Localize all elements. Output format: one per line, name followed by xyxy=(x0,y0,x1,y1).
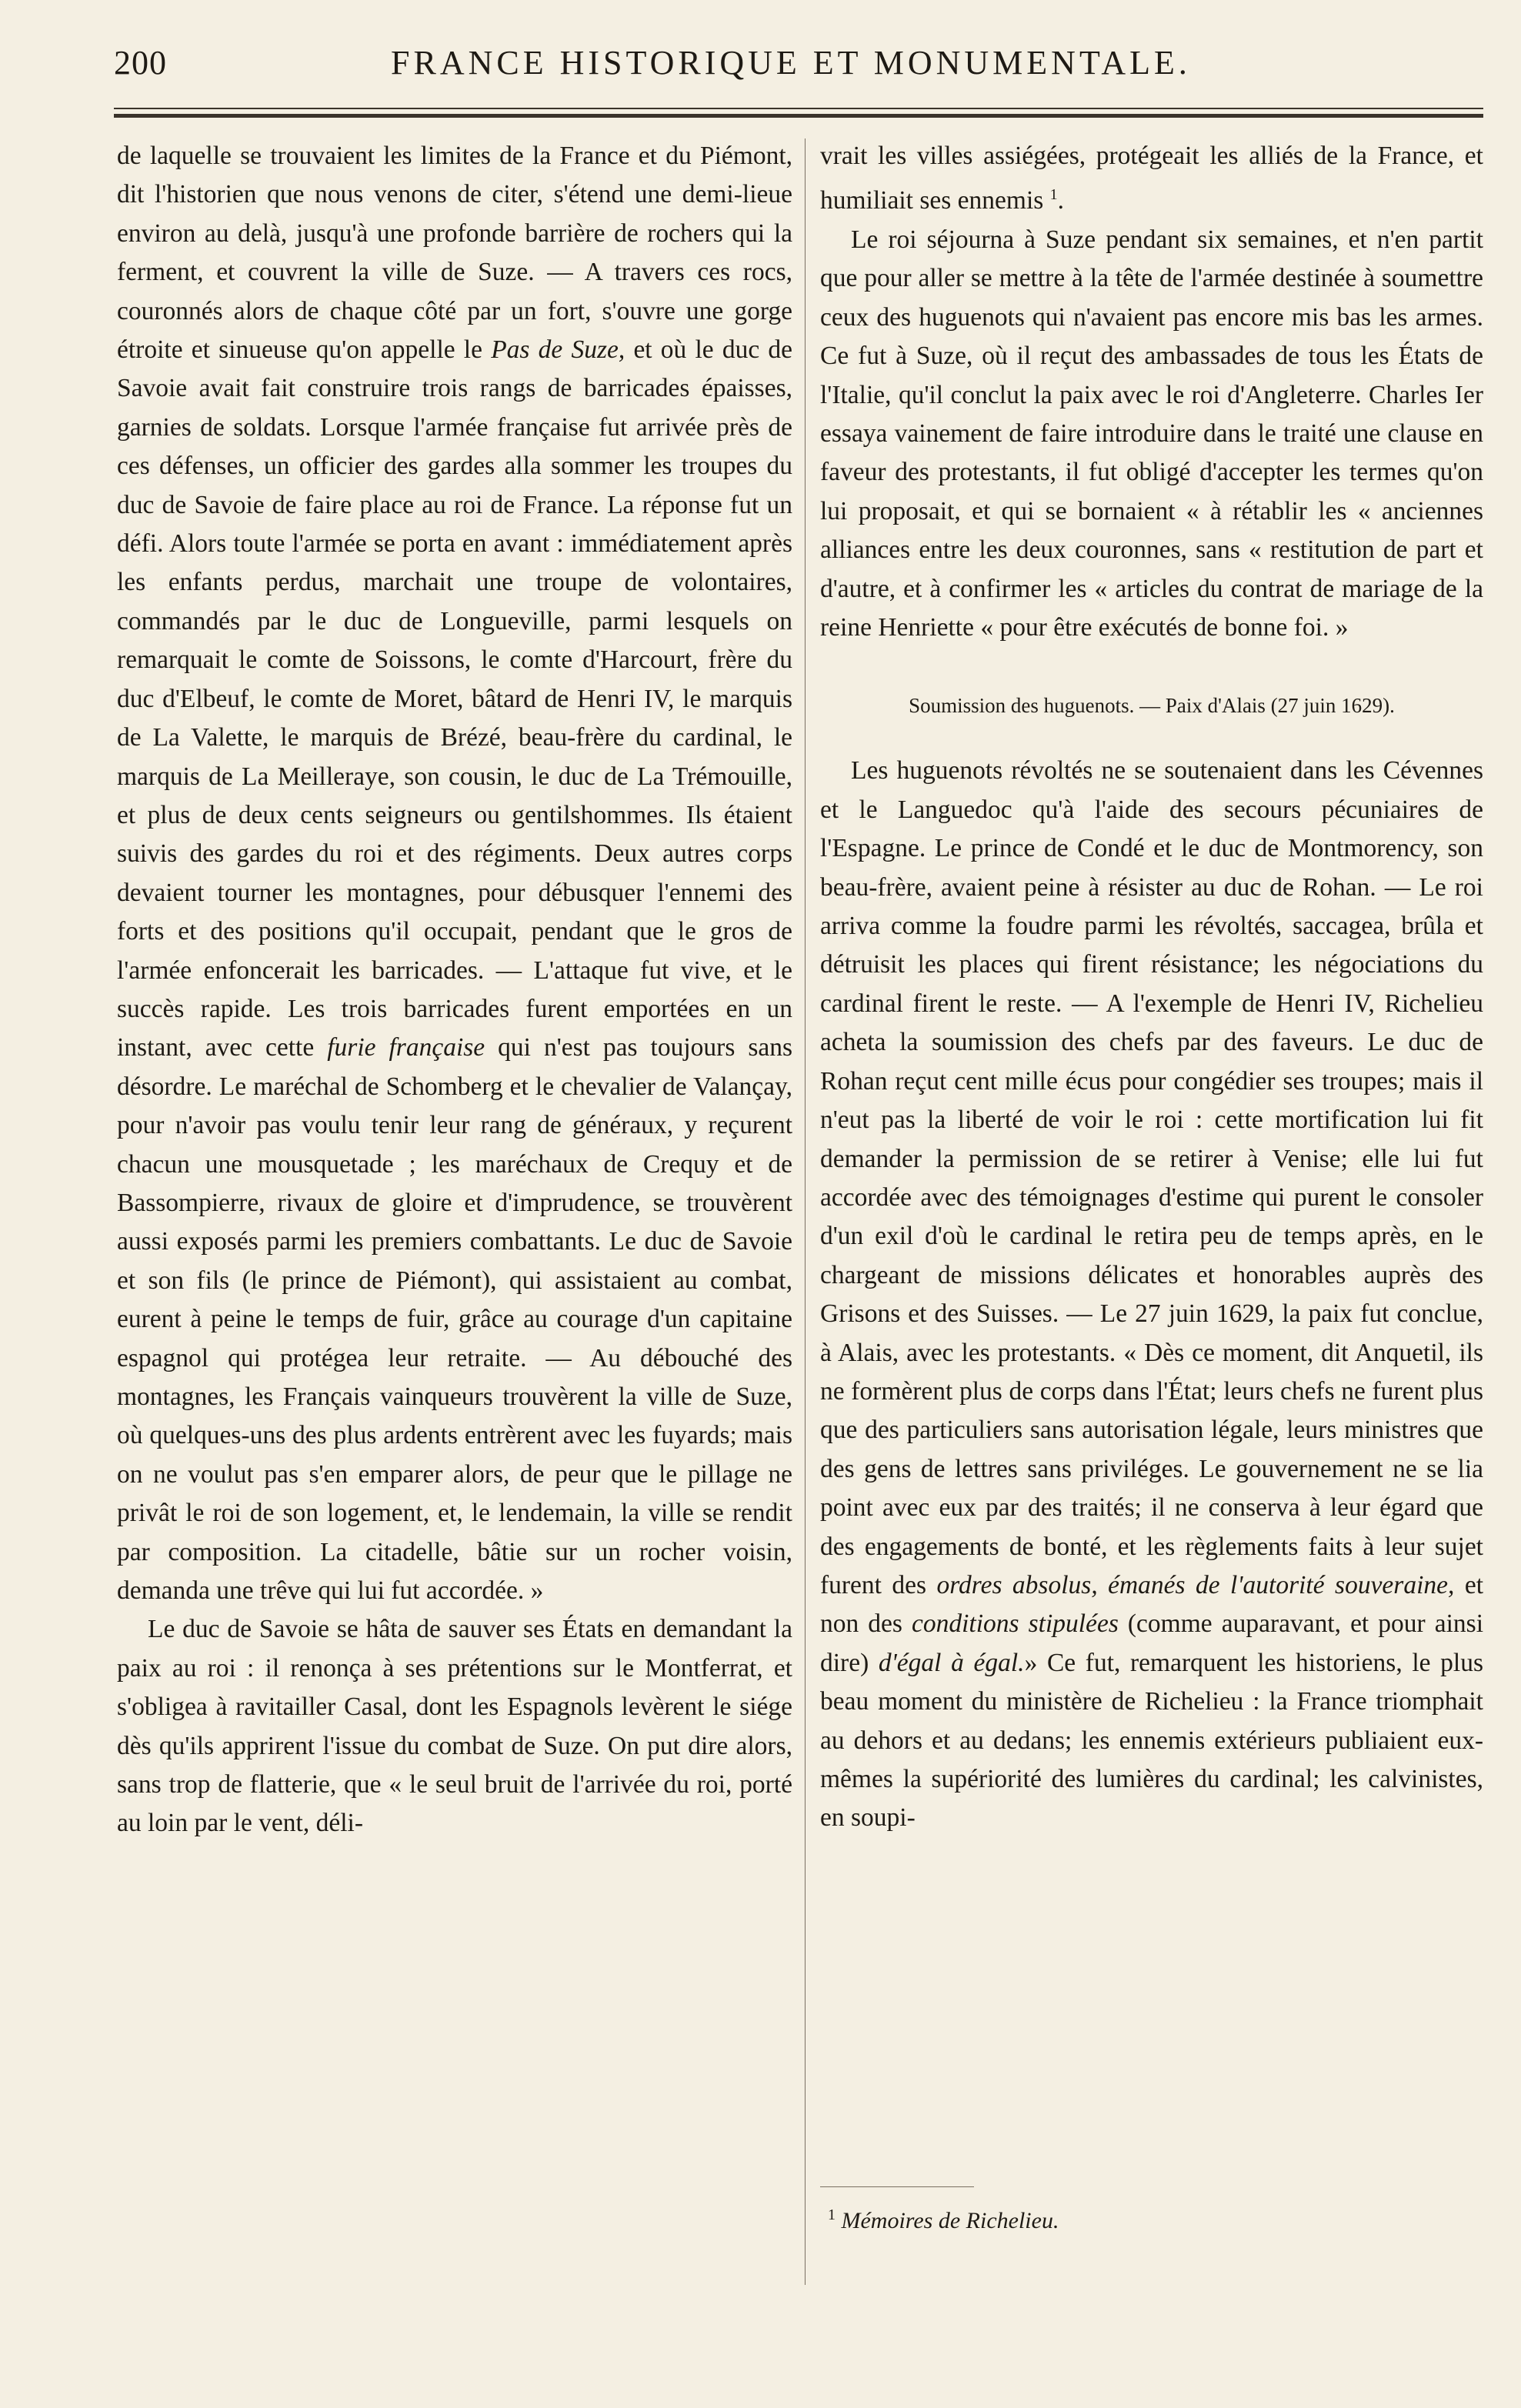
text-run: de laquelle se trouvaient les limites de la France et du Piémont, dit l'historien que nous venons de citer, s'étend une demi-lieue environ au delà, jusqu'à une profonde barrière de rochers qui la ferment, et couvrent la ville de Suze. — A travers ces rocs, couronnés alors de chaque côté par un fort, s'ouvre une gorge étroite et sinueuse qu'on appelle le xyxy=(117,142,792,365)
running-header xyxy=(114,43,1483,97)
paragraph xyxy=(117,1610,792,1843)
paragraph xyxy=(117,137,792,1610)
emphasis-text: Pas de Suze, xyxy=(491,335,625,365)
footnote-rule xyxy=(820,2186,974,2187)
text-run: (comme auparavant, et pour ainsi dire) xyxy=(820,1609,1484,1677)
text-run: et où le duc de Savoie avait fait construire trois rangs de barricades épaisses, garnies de soldats. Lorsque l'armée française fut arrivée près de ces défenses, un officier des gardes alla sommer les troupes du duc de Savoie de faire place au roi de France. La réponse fut un défi. Alors toute l'armée se porta en avant : immédiatement après les enfants perdus, marchait une troupe de volontaires, commandés par le duc de Longueville, parmi lesquels on remarquait le comte de Soissons, le comte d'Harcourt, frère du duc d'Elbeuf, le comte de Moret, bâtard de Henri IV, le marquis de La Valette, le marquis de Brézé, beau-frère du cardinal, le marquis de La Meilleraye, son cousin, le duc de La Trémouille, et plus de deux cents seigneurs ou gentilshommes. Ils étaient suivis des gardes du roi et des régiments. Deux autres corps devaient tourner les montagnes, pour débusquer l'ennemi des forts et des positions qu'il occupait, pendant que le gros de l'armée enfoncerait les barricades. — L'attaque fut vive, et le succès rapide. Les trois barricades furent emportées en un instant, avec cette xyxy=(117,335,793,1062)
emphasis-text: ordres absolus, émanés de l'autorité souveraine, xyxy=(936,1570,1455,1599)
footnote xyxy=(828,2206,1059,2234)
text-run: Les huguenots révoltés ne se soutenaient dans les Cévennes et le Languedoc qu'à l'aide des secours pécuniaires de l'Espagne. Le prince de Condé et le duc de Montmorency, son beau-frère, avaient peine à résister au duc de Rohan. — Le roi arriva comme la foudre parmi les révoltés, saccagea, brûla et détruisit les places qui firent résistance; les négociations du cardinal firent le reste. — A l'exemple de Henri IV, Richelieu acheta la soumission des chefs par des faveurs. Le duc de Rohan reçut cent mille écus pour congédier ses troupes; mais il n'eut pas la liberté de voir le roi : cette mortification lui fit demander la permission de se retirer à Venise; elle lui fut accordée avec des témoignages d'estime qui purent le consoler d'un exil d'où le cardinal le retira peu de temps après, en le chargeant de missions délicates et honorables auprès des Grisons et des Suisses. — Le 27 juin 1629, la paix fut conclue, à Alais, avec les protestants. « Dès ce moment, dit Anquetil, ils ne formèrent plus de corps dans l'État; leurs chefs ne furent plus que des particuliers sans autorisation légale, leurs ministres que des gens de lettres sans priviléges. Le gouvernement ne se lia point avec eux par des traités; il ne conserva à leur égard que des engagements de bonté, et les règlements faits à leur sujet furent des xyxy=(820,756,1483,1599)
emphasis-text: furie française xyxy=(327,1033,485,1062)
text-run: Le roi séjourna à Suze pendant six semaines, et n'en partit que pour aller se mettre à la tête de l'armée destinée à soumettre ceux des huguenots qui n'avaient pas encore mis bas les armes. Ce fut à Suze, où il reçut des ambassades de tous les États de l'Italie, qu'il conclut la paix avec le roi d'Angleterre. Charles Ier essaya vainement de faire introduire dans le traité une clause en faveur des protestants, il fut obligé d'accepter les termes qu'on lui proposait, et qui se bornaient « à rétablir les « anciennes alliances entre les deux couronnes, sans « restitution de part et d'autre, et à confirmer les « articles du contrat de mariage de la reine Henriette « pour être exécutés de bonne foi. » xyxy=(820,225,1483,642)
footnote-ref: 1 xyxy=(1049,186,1058,204)
emphasis-text: d'égal à égal. xyxy=(878,1648,1025,1677)
footnote-number: 1 xyxy=(828,2206,836,2223)
column-divider xyxy=(805,138,806,2285)
paragraph: vrait les villes assiégées, protégeait les alliés de la France, et humiliait ses ennemis $^1$. xyxy=(820,142,1483,215)
text-run: » Ce fut, remarquent les historiens, le plus beau moment du ministère de Richelieu : la France triomphait au dehors et au dedans; les ennemis extérieurs publiaient eux-mêmes la supériorité des lumières du cardinal; les calvinistes, en soupi- xyxy=(820,1648,1483,1833)
text-run: et non des xyxy=(820,1570,1484,1639)
header-rule-thin xyxy=(114,108,1483,109)
header-rule-thick xyxy=(114,114,1483,118)
page-number: 200 xyxy=(114,44,167,82)
running-title: FRANCE HISTORIQUE ET MONUMENTALE. xyxy=(391,44,1191,82)
text-run: vrait les villes assiégées, protégeait les alliés de la France, et humiliait ses ennemis xyxy=(820,142,1483,215)
emphasis-text: conditions stipulées xyxy=(912,1609,1119,1639)
paragraph xyxy=(820,221,1483,647)
left-column xyxy=(117,137,792,1843)
paragraph xyxy=(820,752,1483,1837)
text-run: qui n'est pas toujours sans désordre. Le maréchal de Schomberg et le chevalier de Valançay, pour n'avoir pas voulu tenir leur rang de généraux, y reçurent chacun une mousquetade ; les maréchaux de Crequy et de Bassompierre, rivaux de gloire et d'imprudence, se trouvèrent aussi exposés parmi les premiers combattants. Le duc de Savoie et son fils (le prince de Piémont), qui assistaient au combat, eurent à peine le temps de fuir, grâce au courage d'un capitaine espagnol qui protégea leur retraite. — Au débouché des montagnes, les Français vainqueurs trouvèrent la ville de Suze, où quelques-uns des plus ardents entrèrent avec les fuyards; mais on ne voulut pas s'en emparer alors, de peur que le pillage ne privât le roi de son logement, et, le lendemain, la ville se rendit par composition. La citadelle, bâtie sur un rocher voisin, demanda une trêve qui lui fut accordée. » xyxy=(117,1033,793,1606)
footnote-text: Mémoires de Richelieu. xyxy=(841,2208,1059,2233)
right-column xyxy=(820,137,1483,1838)
section-heading: Soumission des huguenots. — Paix d'Alais (27 juin 1629). xyxy=(909,694,1395,718)
text-run: Le duc de Savoie se hâta de sauver ses États en demandant la paix au roi : il renonça à ses prétentions sur le Montferrat, et s'obligea à ravitailler Casal, dont les Espagnols levèrent le siége dès qu'ils apprirent l'issue du combat de Suze. On put dire alors, sans trop de flatterie, que « le seul bruit de l'arrivée du roi, porté au loin par le vent, déli- xyxy=(117,1615,792,1838)
